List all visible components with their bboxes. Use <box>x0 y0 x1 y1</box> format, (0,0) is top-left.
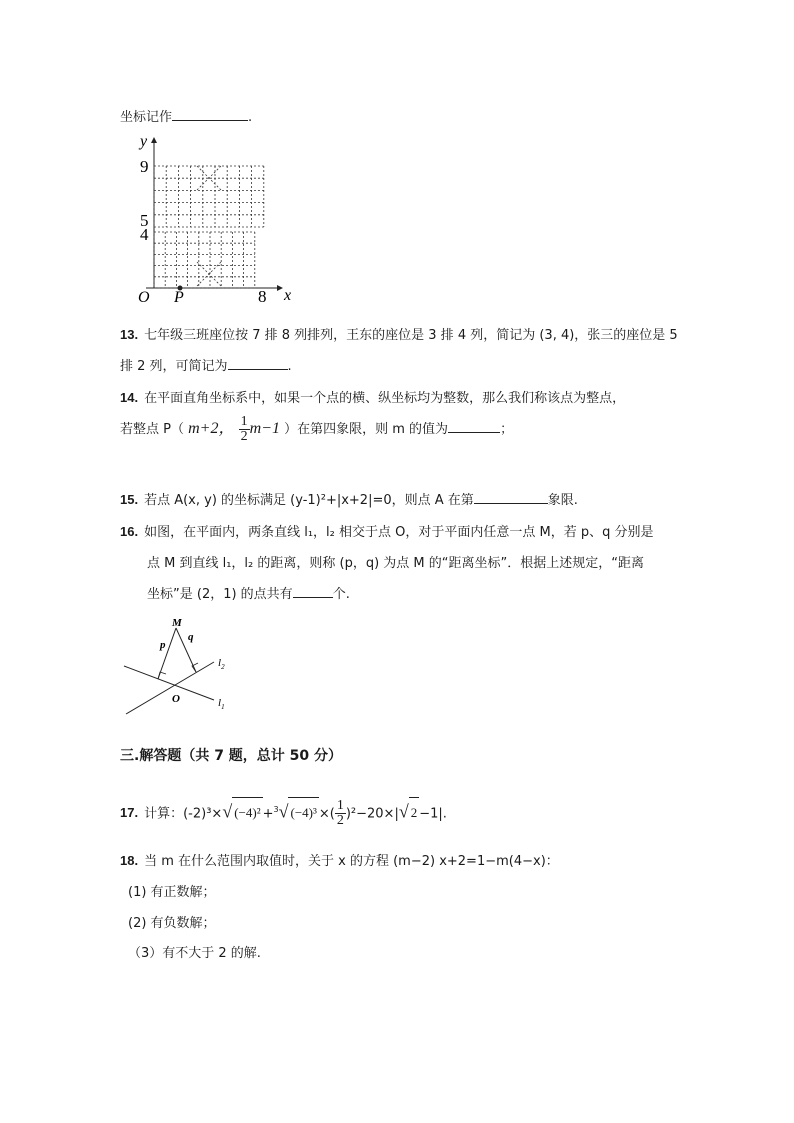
lower-grid-block <box>154 232 255 288</box>
q18-stem <box>120 850 559 869</box>
seat-grid-figure <box>132 130 292 308</box>
q15-line <box>120 489 578 508</box>
q14-line1 <box>120 387 625 406</box>
q18-subquestion: (1) 有正数解； <box>128 885 216 900</box>
point-p-label: P <box>174 289 184 306</box>
y-tick-label: 9 <box>140 157 149 176</box>
q18-subquestion: （3）有不大于 2 的解. <box>128 946 261 961</box>
upper-grid-block <box>154 166 264 227</box>
q18-subquestion: (2) 有负数解； <box>128 916 216 931</box>
q13-text: 排 2 列，可简记为 <box>120 359 228 374</box>
q15-text: 象限. <box>547 493 578 508</box>
l1-letter: l <box>218 697 222 709</box>
q15-number: 15. <box>120 492 139 507</box>
line-l1-label <box>218 697 225 711</box>
sqrt-sign: √ <box>222 801 233 822</box>
q17-sqrt-content: (−4)² <box>232 797 262 828</box>
q16-text: 如图，在平面内，两条直线 l₁，l₂ 相交于点 O，对于平面内任意一点 M，若 p、q 分别是 <box>144 525 654 540</box>
q17-number: 17. <box>120 805 139 821</box>
fraction-numerator: 1 <box>240 414 248 429</box>
q14-text: ）在第四象限，则 m 的值为 <box>284 422 449 437</box>
q16-number: 16. <box>120 524 139 539</box>
x-axis-label: x <box>284 287 292 304</box>
q16-line3 <box>147 583 350 602</box>
l1-subscript: 1 <box>221 703 225 711</box>
cube-root-index: 3 <box>273 805 279 814</box>
q14-x-expression: m+2， <box>188 420 235 437</box>
q17-label: 计算： <box>144 806 184 822</box>
q14-line2 <box>120 412 513 447</box>
q17-line <box>120 795 447 829</box>
q13-text: 七年级三班座位按 7 排 8 列排列，王东的座位是 3 排 4 列，简记为 (3, 4)，张三的座位是 5 <box>144 328 678 343</box>
sqrt-sign: √ <box>398 801 409 822</box>
distance-p-label: p <box>160 639 166 651</box>
q13-answer-blank[interactable] <box>228 357 288 370</box>
q15-text: 若点 A(x, y) 的坐标满足 (y-1)²+|x+2|=0，则点 A 在第 <box>144 493 474 508</box>
line-l2 <box>126 662 214 714</box>
q16-line1 <box>120 521 653 540</box>
q14-y-expression: m−1 <box>249 420 280 437</box>
y-axis-label: y <box>140 133 148 150</box>
q16-text: 个. <box>332 587 350 602</box>
q12-tail-text: 坐标记作 <box>120 110 173 125</box>
q17-expr-part: −1|. <box>419 806 447 822</box>
q13-line1 <box>120 324 678 343</box>
q12-answer-blank[interactable] <box>172 108 248 121</box>
distance-coordinate-figure <box>120 614 240 720</box>
l2-letter: l <box>218 657 222 669</box>
point-o-label: O <box>172 693 180 705</box>
q17-expr-part: )²−20×| <box>345 806 399 822</box>
q17-expr-part: (-2)³× <box>183 806 223 822</box>
q17-plus: + <box>262 806 274 822</box>
q17-expr-part: ×( <box>318 806 335 822</box>
q12-end: . <box>248 110 253 125</box>
q14-text: 在平面直角坐标系中，如果一个点的横、纵坐标均为整数，那么我们称该点为整点， <box>144 391 626 406</box>
right-angle-mark <box>158 672 166 679</box>
q14-end: ； <box>500 422 514 437</box>
section-title: 三.解答题（共 7 题，总计 50 分） <box>120 748 343 764</box>
distance-q-label: q <box>188 631 194 643</box>
q16-text: 点 M 到直线 l₁，l₂ 的距离，则称 (p，q) 为点 M 的“距离坐标”．根据上述规定，“距离 <box>147 556 644 571</box>
fraction-denominator: 2 <box>240 429 248 444</box>
q15-answer-blank[interactable] <box>474 491 548 504</box>
y-tick-label: 4 <box>140 225 149 244</box>
fraction-denominator: 2 <box>336 813 344 829</box>
q17-sqrt-content: 2 <box>409 797 420 828</box>
l2-subscript: 2 <box>221 663 225 671</box>
q18-number: 18. <box>120 853 139 868</box>
q13-end: . <box>287 359 292 374</box>
cube-root-sign: √ <box>278 801 289 822</box>
q16-answer-blank[interactable] <box>293 585 333 598</box>
y-tick-label: 5 <box>140 211 149 230</box>
x-tick-label: 8 <box>258 287 267 306</box>
q14-text: 若整点 P（ <box>120 422 184 437</box>
q14-number: 14. <box>120 390 139 405</box>
q13-line2 <box>120 355 292 374</box>
q12-tail <box>120 106 252 125</box>
q17-cbrt-content: (−4)³ <box>288 797 318 828</box>
fraction-numerator: 1 <box>336 798 344 814</box>
q14-answer-blank[interactable] <box>448 420 500 433</box>
perpendicular-p <box>158 628 176 679</box>
q13-number: 13. <box>120 327 139 342</box>
q16-text: 坐标”是 (2，1) 的点共有 <box>147 587 293 602</box>
q14-fraction <box>239 415 250 444</box>
q17-fraction <box>335 799 346 828</box>
line-l1 <box>124 666 214 700</box>
point-m-label: M <box>172 617 182 629</box>
origin-label: O <box>138 289 150 306</box>
q16-line2 <box>147 552 644 571</box>
line-l2-label <box>218 657 225 671</box>
q18-text: 当 m 在什么范围内取值时，关于 x 的方程 (m−2) x+2=1−m(4−x)： <box>144 854 559 869</box>
